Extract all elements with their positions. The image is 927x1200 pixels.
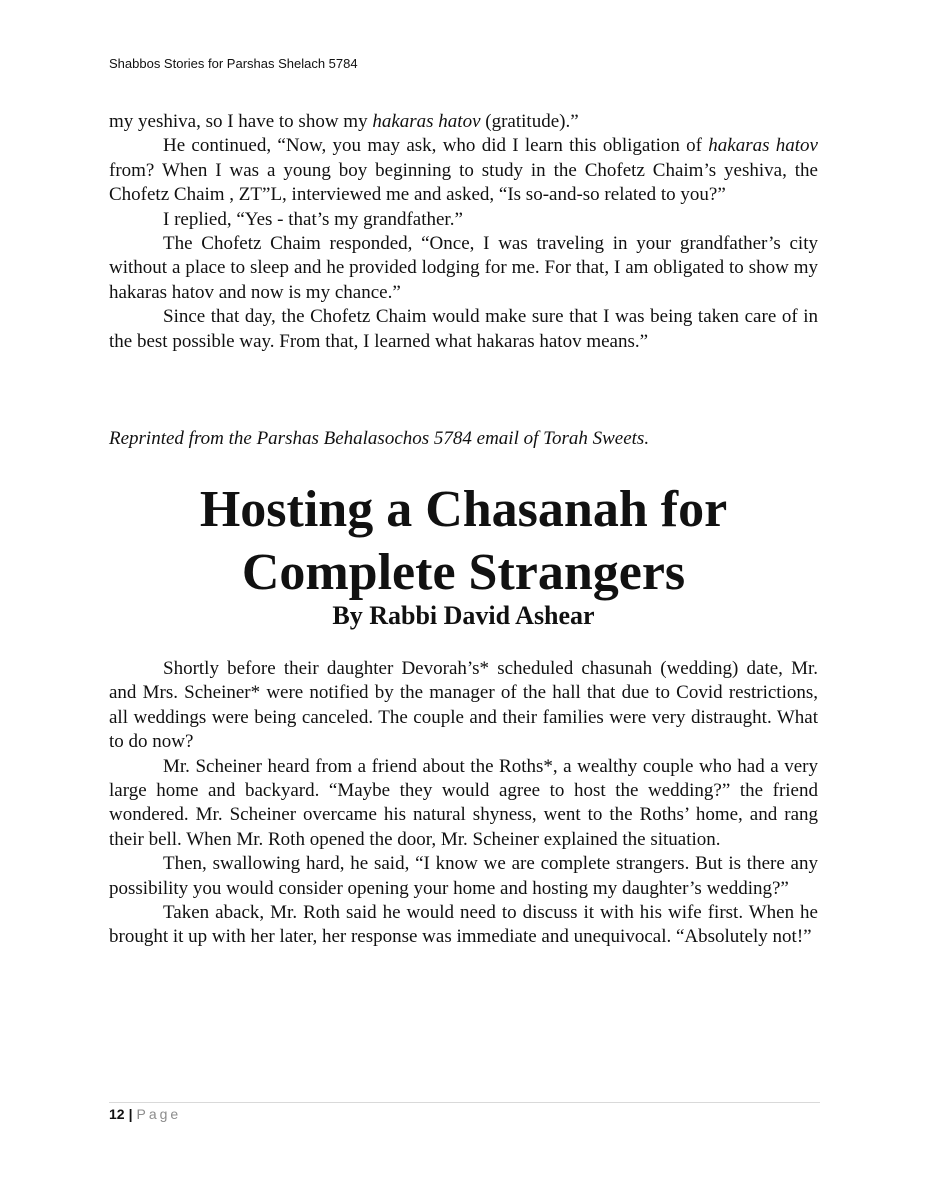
footer-divider: [109, 1102, 820, 1103]
story2-paragraph-1: Shortly before their daughter Devorah’s* scheduled chasunah (wedding) date, Mr. and Mrs. Scheiner* were notified by the manager of the hall that due to Covid restrictions, all weddings were being canceled. The couple and their families were very distraught. What to do now?: [109, 658, 818, 753]
story1-paragraph-2: [109, 134, 818, 207]
story1-p1-text: my yeshiva, so I have to show my: [109, 111, 373, 132]
page-number: 12: [109, 1106, 125, 1122]
story1-body: [109, 110, 818, 354]
story1-p2-italic: hakaras hatov: [708, 135, 818, 157]
story1-p2-text: He continued, “Now, you may ask, who did I learn this obligation of: [163, 135, 709, 157]
page-label: Page: [136, 1106, 182, 1122]
article-title: [109, 478, 818, 604]
running-header: Shabbos Stories for Parshas Shelach 5784: [109, 56, 358, 71]
story2-paragraph-2: Mr. Scheiner heard from a friend about the Roths*, a wealthy couple who had a very large home and backyard. “Maybe they would agree to host the wedding?” the friend wondered. Mr. Scheiner overcame his natural shyness, went to the Roths’ home, and rang their bell. When Mr. Roth opened the door, Mr. Scheiner explained the situation.: [109, 755, 818, 850]
story1-p1-text-end: (gratitude).”: [480, 111, 579, 132]
story1-paragraph-1: [109, 110, 818, 134]
article-title-line-1: Hosting a Chasanah for: [199, 481, 728, 538]
story2-body: [109, 657, 818, 950]
page-footer: [109, 1106, 181, 1122]
story1-paragraph-3: I replied, “Yes - that’s my grandfather.”: [163, 208, 463, 230]
reprint-credit: Reprinted from the Parshas Behalasochos 5784 email of Torah Sweets.: [109, 428, 650, 449]
story1-p2-text-end: from? When I was a young boy beginning to study in the Chofetz Chaim’s yeshiva, the Chofetz Chaim , ZT”L, interviewed me and asked, “Is so-and-so related to you?”: [109, 159, 818, 206]
story1-p1-italic: hakaras hatov: [372, 111, 481, 132]
footer-separator: |: [128, 1106, 133, 1122]
story2-paragraph-4: Taken aback, Mr. Roth said he would need to discuss it with his wife first. When he brought it up with her later, her response was immediate and unequivocal. “Absolutely not!”: [109, 902, 818, 948]
article-title-line-2: Complete Strangers: [241, 544, 686, 601]
story1-paragraph-5: Since that day, the Chofetz Chaim would make sure that I was being taken care of in the best possible way. From that, I learned what hakaras hatov means.”: [109, 306, 818, 352]
story2-paragraph-3: Then, swallowing hard, he said, “I know we are complete strangers. But is there any possibility you would consider opening your home and hosting my daughter’s wedding?”: [109, 853, 818, 899]
story1-paragraph-4: The Chofetz Chaim responded, “Once, I was traveling in your grandfather’s city without a place to sleep and he provided lodging for me. For that, I am obligated to show my hakaras hatov and now is my chance.”: [109, 233, 818, 303]
article-byline: By Rabbi David Ashear: [332, 601, 595, 630]
